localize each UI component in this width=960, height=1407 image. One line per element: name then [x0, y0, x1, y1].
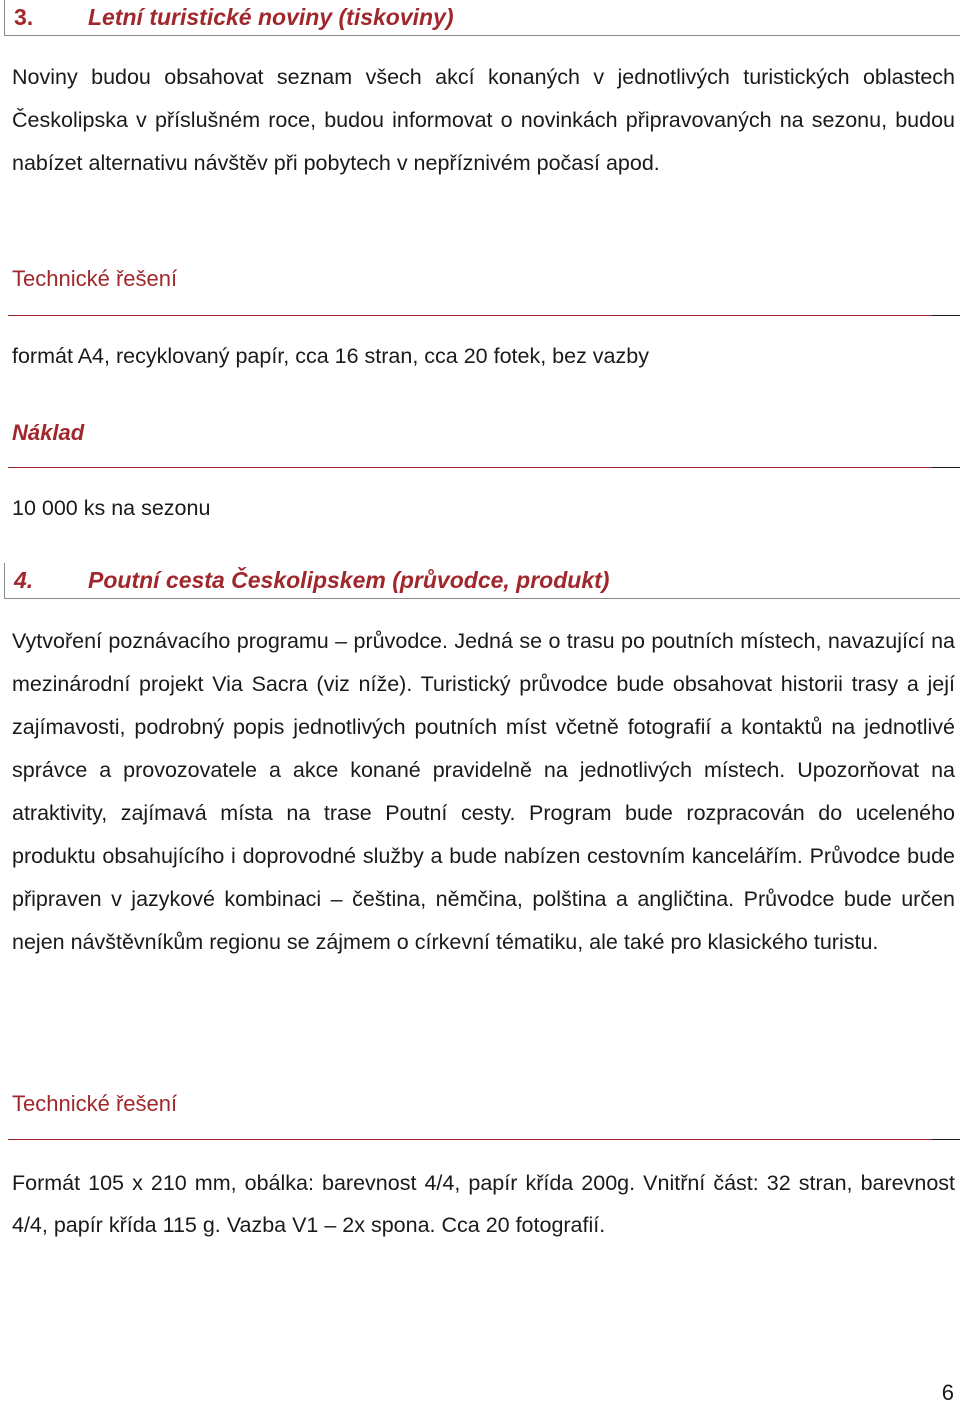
section-3-tech-text: formát A4, recyklovaný papír, cca 16 stran, cca 20 fotek, bez vazby: [12, 344, 649, 368]
section-3-title: Letní turistické noviny (tiskoviny): [88, 4, 454, 30]
section-3-cost-text: 10 000 ks na sezonu: [12, 496, 211, 520]
section-4-tech-divider: [8, 1139, 956, 1140]
section-3-tech-divider: [8, 315, 956, 316]
section-4-tech-heading: Technické řešení: [12, 1091, 178, 1116]
section-3-paragraph: Noviny budou obsahovat seznam všech akcí konaných v jednotlivých turistických oblastech Českolipska v příslušném roce, budou informovat o novinkách připravovaných na sezonu, budou nabízet alternativu návštěv při pobytech v nepříznivém počasí apod.: [12, 65, 955, 175]
section-3-cost-divider: [8, 467, 956, 468]
section-3-cost-heading: Náklad: [12, 420, 85, 445]
section-4-tech-text: Formát 105 x 210 mm, obálka: barevnost 4/4, papír křída 200g. Vnitřní část: 32 stran, barevnost 4/4, papír křída 115 g. Vazba V1 – 2x spona. Cca 20 fotografií.: [12, 1171, 955, 1237]
page-number: 6: [941, 1380, 954, 1405]
section-4-paragraph: Vytvoření poznávacího programu – průvodce. Jedná se o trasu po poutních místech, navazující na mezinárodní projekt Via Sacra (viz níže). Turistický průvodce bude obsahovat historii trasy a její zajímavosti, podrobný popis jednotlivých poutních míst včetně fotografií a kontaktů na jednotlivé správce a provozovatele a akce konané pravidelně na jednotlivých místech. Upozorňovat na atraktivity, zajímavá místa na trase Poutní cesty. Program bude rozpracován do uceleného produktu obsahujícího i doprovodné služby a bude nabízen cestovním kancelářím. Průvodce bude připraven v jazykové kombinaci – čeština, němčina, polština a angličtina. Průvodce bude určen nejen návštěvníkům regionu se zájmem o církevní tématiku, ale také pro klasického turistu.: [12, 629, 955, 954]
section-3-number: 3.: [14, 4, 34, 30]
section-4-heading: [4, 563, 960, 599]
section-3-tech-heading: Technické řešení: [12, 266, 178, 291]
section-3-heading: [4, 0, 960, 36]
section-4-number: 4.: [14, 567, 34, 593]
section-4-title: Poutní cesta Českolipskem (průvodce, produkt): [88, 567, 610, 593]
